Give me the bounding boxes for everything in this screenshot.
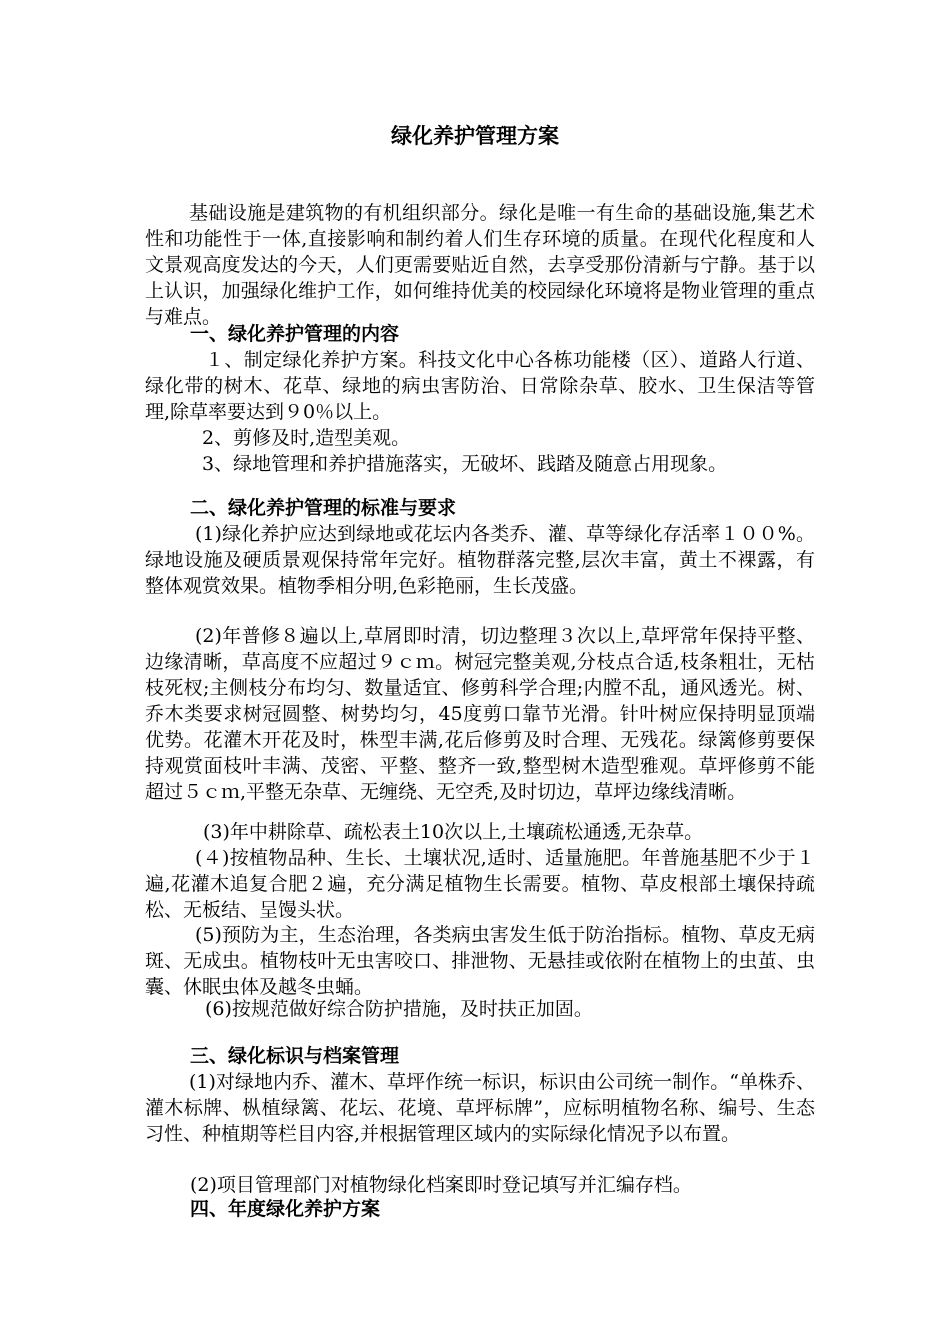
intro-paragraph [145, 200, 815, 330]
section-1-heading: 一、绿化养护管理的内容 [190, 323, 400, 345]
section-1-item-2: 2、剪修及时,造型美观。 [202, 427, 411, 449]
document-title: 绿化养护管理方案 [391, 124, 559, 148]
section-2-para-4 [145, 845, 815, 923]
section-2-para-4-text: (４)按植物品种、生长、土壤状况,适时、适量施肥。年普施基肥不少于１遍,花灌木追复合肥２遍，充分满足植物生长需要。植物、草皮根部土壤保持疏松、无板结、呈馒头状。 [145, 847, 815, 921]
section-4-heading: 四、年度绿化养护方案 [190, 1198, 381, 1220]
section-2-para-3 [145, 819, 815, 845]
section-2-para-6: (6)按规范做好综合防护措施，及时扶正加固。 [205, 998, 593, 1020]
section-3-heading: 三、绿化标识与档案管理 [190, 1045, 400, 1067]
section-1-item-3: 3、绿地管理和养护措施落实，无破坏、践踏及随意占用现象。 [202, 453, 728, 475]
section-3-para-1 [145, 1069, 815, 1147]
section-3-para-1-text: (1)对绿地内乔、灌木、草坪作统一标识，标识由公司统一制作。“单株乔、灌木标牌、枞植绿篱、花坛、花境、草坪标牌”，应标明植物名称、编号、生态习性、种植期等栏目内容,并根据管理区域内的实际绿化情况予以布置。 [145, 1071, 815, 1145]
section-2-para-1-text: (1)绿化养护应达到绿地或花坛内各类乔、灌、草等绿化存活率１００%。绿地设施及硬质景观保持常年完好。植物群落完整,层次丰富，黄土不裸露，有整体观赏效果。植物季相分明,色彩艳丽，生长茂盛。 [145, 523, 815, 597]
section-2-heading: 二、绿化养护管理的标准与要求 [190, 497, 457, 519]
section-2-para-5-text: (5)预防为主，生态治理，各类病虫害发生低于防治指标。植物、草皮无病斑、无成虫。植物枝叶无虫害咬口、排泄物、无悬挂或依附在植物上的虫茧、虫囊、休眠虫体及越冬虫蛹。 [145, 924, 815, 998]
section-3-para-2: (2)项目管理部门对植物绿化档案即时登记填写并汇编存档。 [190, 1174, 692, 1196]
section-2-para-5 [145, 922, 815, 1000]
intro-text: 基础设施是建筑物的有机组织部分。绿化是唯一有生命的基础设施,集艺术性和功能性于一体,直接影响和制约着人们生存环境的质量。在现代化程度和人文景观高度发达的今天，人们更需要贴近自然，去享受那份清新与宁静。基于以上认识，加强绿化维护工作，如何维持优美的校园绿化环境将是物业管理的重点与难点。 [145, 202, 815, 328]
section-2-para-2 [145, 623, 815, 805]
section-2-para-2-text: (2)年普修８遍以上,草屑即时清，切边整理３次以上,草坪常年保持平整、边缘清晰，草高度不应超过９ｃｍ。树冠完整美观,分枝点合适,枝条粗壮，无枯枝死杈;主侧枝分布均匀、数量适宜、修剪科学合理;内膛不乱，通风透光。树、乔木类要求树冠圆整、树势均匀，45度剪口靠节光滑。针叶树应保持明显顶端优势。花灌木开花及时，株型丰满,花后修剪及时合理、无残花。绿篱修剪要保持观赏面枝叶丰满、茂密、平整、整齐一致,整型树木造型雅观。草坪修剪不能超过５ｃｍ,平整无杂草、无缠绕、无空秃,及时切边，草坪边缘线清晰。 [145, 625, 815, 803]
section-2-para-3-text: (3)年中耕除草、疏松表土10次以上,土壤疏松通透,无杂草。 [203, 821, 704, 843]
section-1-item-1 [145, 347, 815, 425]
section-2-para-1 [145, 521, 815, 599]
section-1-item-1-text: １、制定绿化养护方案。科技文化中心各栋功能楼（区）、道路人行道、绿化带的树木、花草、绿地的病虫害防治、日常除杂草、胶水、卫生保洁等管理,除草率要达到９0％以上。 [145, 349, 815, 423]
